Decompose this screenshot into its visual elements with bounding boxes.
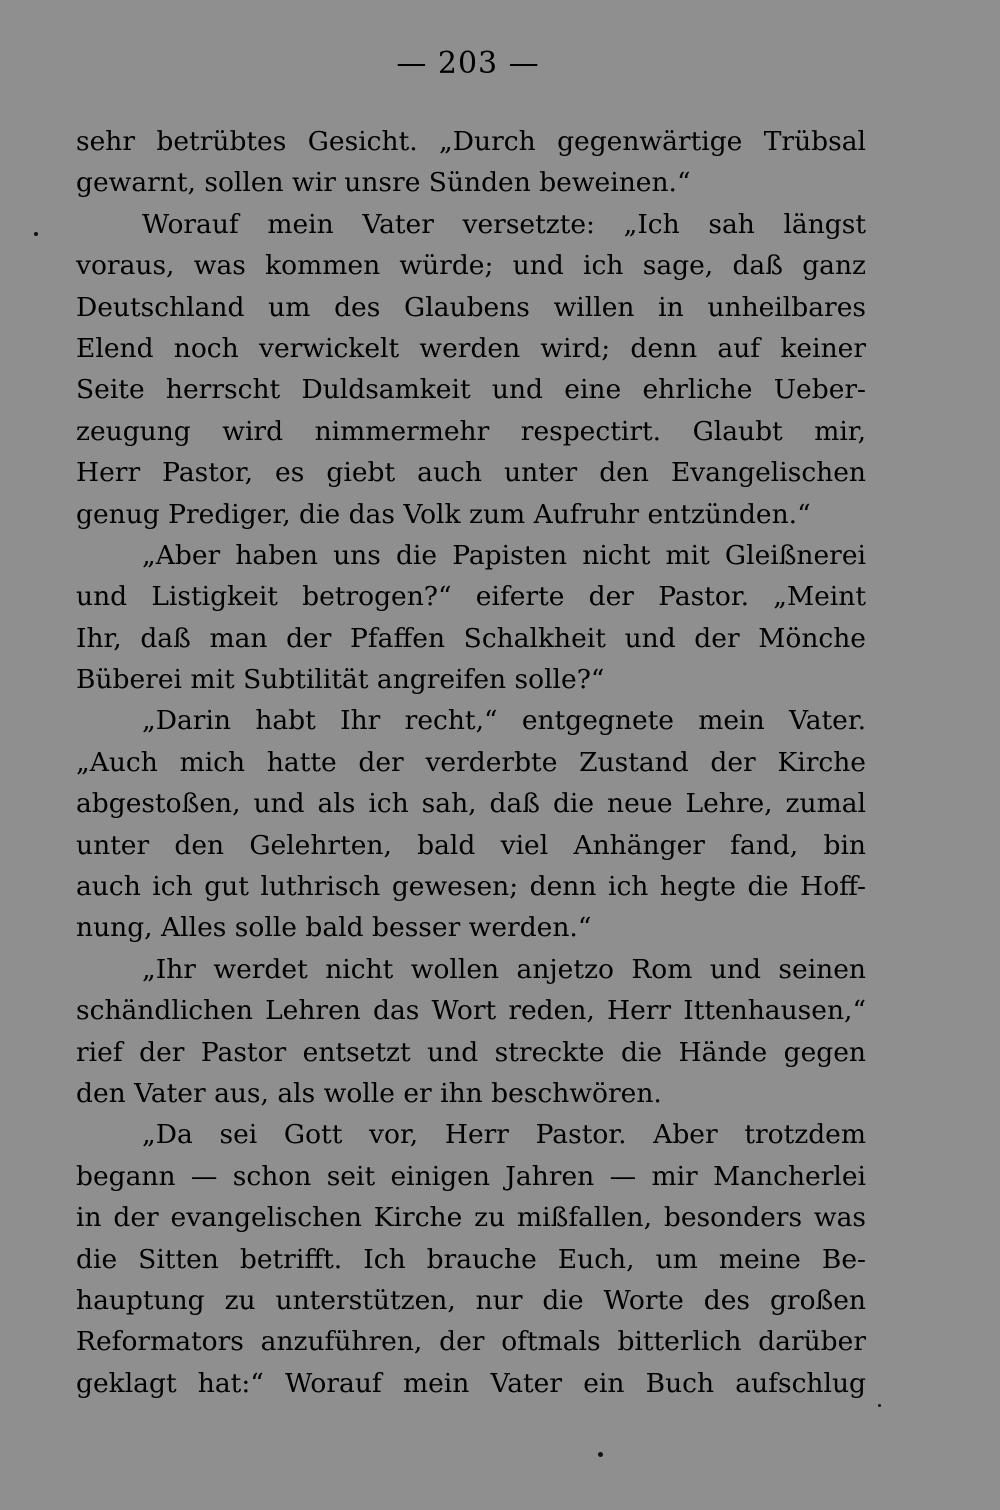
text-line: und Listigkeit betrogen?“ eiferte der Pastor. „Meint — [76, 581, 866, 613]
text-line: abgestoßen, und als ich sah, daß die neue Lehre, zumal — [76, 788, 866, 820]
text-line: begann — schon seit einigen Jahren — mir Mancherlei — [76, 1160, 866, 1192]
text-line: genug Prediger, die das Volk zum Aufruhr entzünden.“ — [76, 498, 811, 530]
text-line: Herr Pastor, es giebt auch unter den Evangelischen — [76, 457, 866, 489]
paper-speck — [598, 1452, 603, 1457]
text-line: den Vater aus, als wolle er ihn beschwören. — [76, 1077, 662, 1109]
text-line: „Auch mich hatte der verderbte Zustand der Kirche — [76, 746, 866, 778]
text-line: „Ihr werdet nicht wollen anjetzo Rom und seinen — [142, 953, 866, 985]
text-line: Büberei mit Subtilität angreifen solle?“ — [76, 664, 605, 696]
paper-speck — [34, 232, 38, 236]
text-line: die Sitten betrifft. Ich brauche Euch, um meine Be- — [76, 1243, 866, 1275]
text-line: rief der Pastor entsetzt und streckte die Hände gegen — [76, 1036, 866, 1068]
text-line: voraus, was kommen würde; und ich sage, daß ganz — [76, 250, 866, 282]
text-line: „Darin habt Ihr recht,“ entgegnete mein Vater. — [142, 705, 866, 737]
text-line: hauptung zu unterstützen, nur die Worte des großen — [76, 1284, 866, 1316]
text-line: gewarnt, sollen wir unsre Sünden beweinen.“ — [76, 167, 691, 199]
paper-speck — [878, 1404, 881, 1407]
text-line: Ihr, daß man der Pfaffen Schalkheit und der Mönche — [76, 622, 866, 654]
text-line: schändlichen Lehren das Wort reden, Herr Ittenhausen,“ — [76, 995, 866, 1027]
text-line: unter den Gelehrten, bald viel Anhänger fand, bin — [76, 829, 866, 861]
text-line: sehr betrübtes Gesicht. „Durch gegenwärtige Trübsal — [76, 126, 866, 157]
body-text — [76, 121, 866, 1404]
text-line: nung, Alles solle bald besser werden.“ — [76, 912, 592, 944]
text-line: Seite herrscht Duldsamkeit und eine ehrliche Ueber- — [76, 374, 866, 406]
text-line: „Aber haben uns die Papisten nicht mit Gleißnerei — [142, 539, 866, 571]
text-line: auch ich gut luthrisch gewesen; denn ich hegte die Hoff- — [76, 871, 866, 903]
text-line: in der evangelischen Kirche zu mißfallen, besonders was — [76, 1202, 866, 1234]
text-line: Reformators anzuführen, der oftmals bitterlich darüber — [76, 1326, 866, 1358]
text-line: Deutschland um des Glaubens willen in unheilbares — [76, 291, 866, 323]
text-line: geklagt hat:“ Worauf mein Vater ein Buch aufschlug — [76, 1367, 866, 1399]
text-line: „Da sei Gott vor, Herr Pastor. Aber trotzdem — [142, 1119, 866, 1151]
text-line: Worauf mein Vater versetzte: „Ich sah längst — [142, 208, 866, 240]
page-number: — 203 — — [396, 46, 540, 81]
text-line: Elend noch verwickelt werden wird; denn auf keiner — [76, 332, 866, 364]
text-line: zeugung wird nimmermehr respectirt. Glaubt mir, — [76, 415, 866, 447]
